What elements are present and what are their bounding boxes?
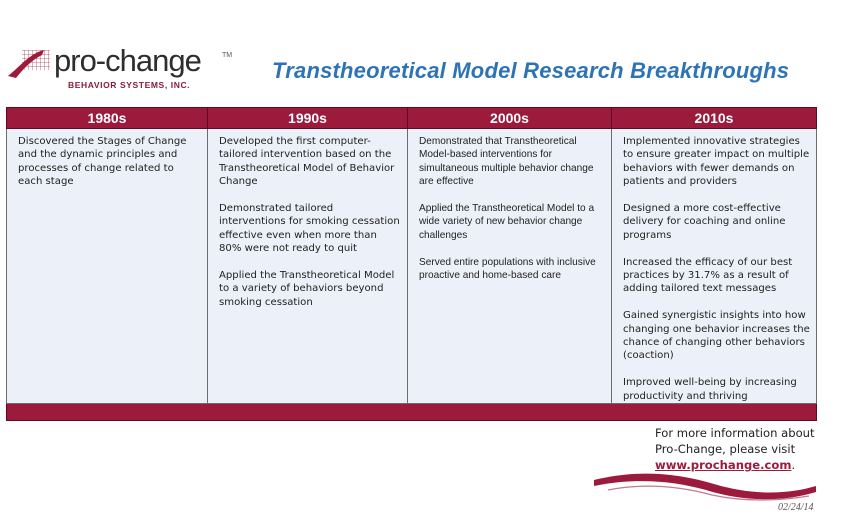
decade-header-row — [7, 108, 817, 129]
breakthrough-item: Demonstrated that Transtheoretical Model-based interventions for simultaneous multiple behavior change are effective — [419, 136, 594, 188]
breakthroughs-2000s — [408, 129, 612, 404]
document-date: 02/24/14 — [778, 502, 814, 513]
timeline-table — [6, 107, 816, 414]
breakthroughs-2010s — [612, 129, 817, 404]
breakthrough-item: Discovered the Stages of Change and the dynamic principles and processes of change related to each stage — [18, 136, 187, 188]
breakthrough-item: Implemented innovative strategies to ensure greater impact on multiple behaviors with fewer demands on patients and providers — [623, 136, 810, 188]
breakthrough-item: Improved well-being by increasing productivity and thriving — [623, 377, 797, 402]
decade-header-2010s: 2010s — [612, 108, 817, 129]
website-link[interactable]: www.prochange.com — [655, 458, 792, 472]
breakthrough-row — [7, 129, 817, 404]
decade-header-2000s: 2000s — [408, 108, 612, 129]
decade-header-1990s: 1990s — [208, 108, 408, 129]
breakthrough-item: Demonstrated tailored interventions for smoking cessation effective even when more than 80% were not ready to quit — [219, 203, 400, 255]
breakthrough-item: Applied the Transtheoretical Model to a variety of behaviors beyond smoking cessation — [219, 270, 395, 308]
table-footer-bar — [7, 404, 817, 421]
logo-trademark: TM — [222, 52, 233, 59]
info-line-1: For more information about — [655, 426, 815, 440]
breakthrough-item: Gained synergistic insights into how changing one behavior increases the chance of changing other behaviors (coaction) — [623, 310, 810, 362]
breakthroughs-1990s — [208, 129, 408, 404]
info-line-2: Pro-Change, please visit — [655, 442, 796, 456]
breakthrough-item: Served entire populations with inclusive proactive and home-based care — [419, 256, 596, 282]
page-title: Transtheoretical Model Research Breakthroughs — [272, 58, 790, 83]
breakthrough-item: Applied the Transtheoretical Model to a wide variety of new behavior change challenges — [419, 203, 595, 241]
breakthrough-item: Developed the first computer-tailored intervention based on the Transtheoretical Model of Behavior Change — [219, 136, 395, 188]
logo-wordmark: pro-change — [54, 43, 201, 78]
swoosh-decoration — [594, 468, 816, 502]
logo-tagline: BEHAVIOR SYSTEMS, INC. — [68, 80, 191, 90]
logo[interactable] — [8, 43, 233, 94]
breakthroughs-1980s — [7, 129, 208, 404]
info-period: . — [791, 458, 796, 472]
logo-mark-icon — [8, 46, 52, 82]
breakthrough-item: Increased the efficacy of our best practices by 31.7% as a result of adding tailored text messages — [623, 256, 793, 295]
breakthrough-item: Designed a more cost-effective delivery for coaching and online programs — [623, 203, 786, 241]
decade-header-1980s: 1980s — [7, 108, 208, 129]
contact-info — [655, 425, 815, 473]
